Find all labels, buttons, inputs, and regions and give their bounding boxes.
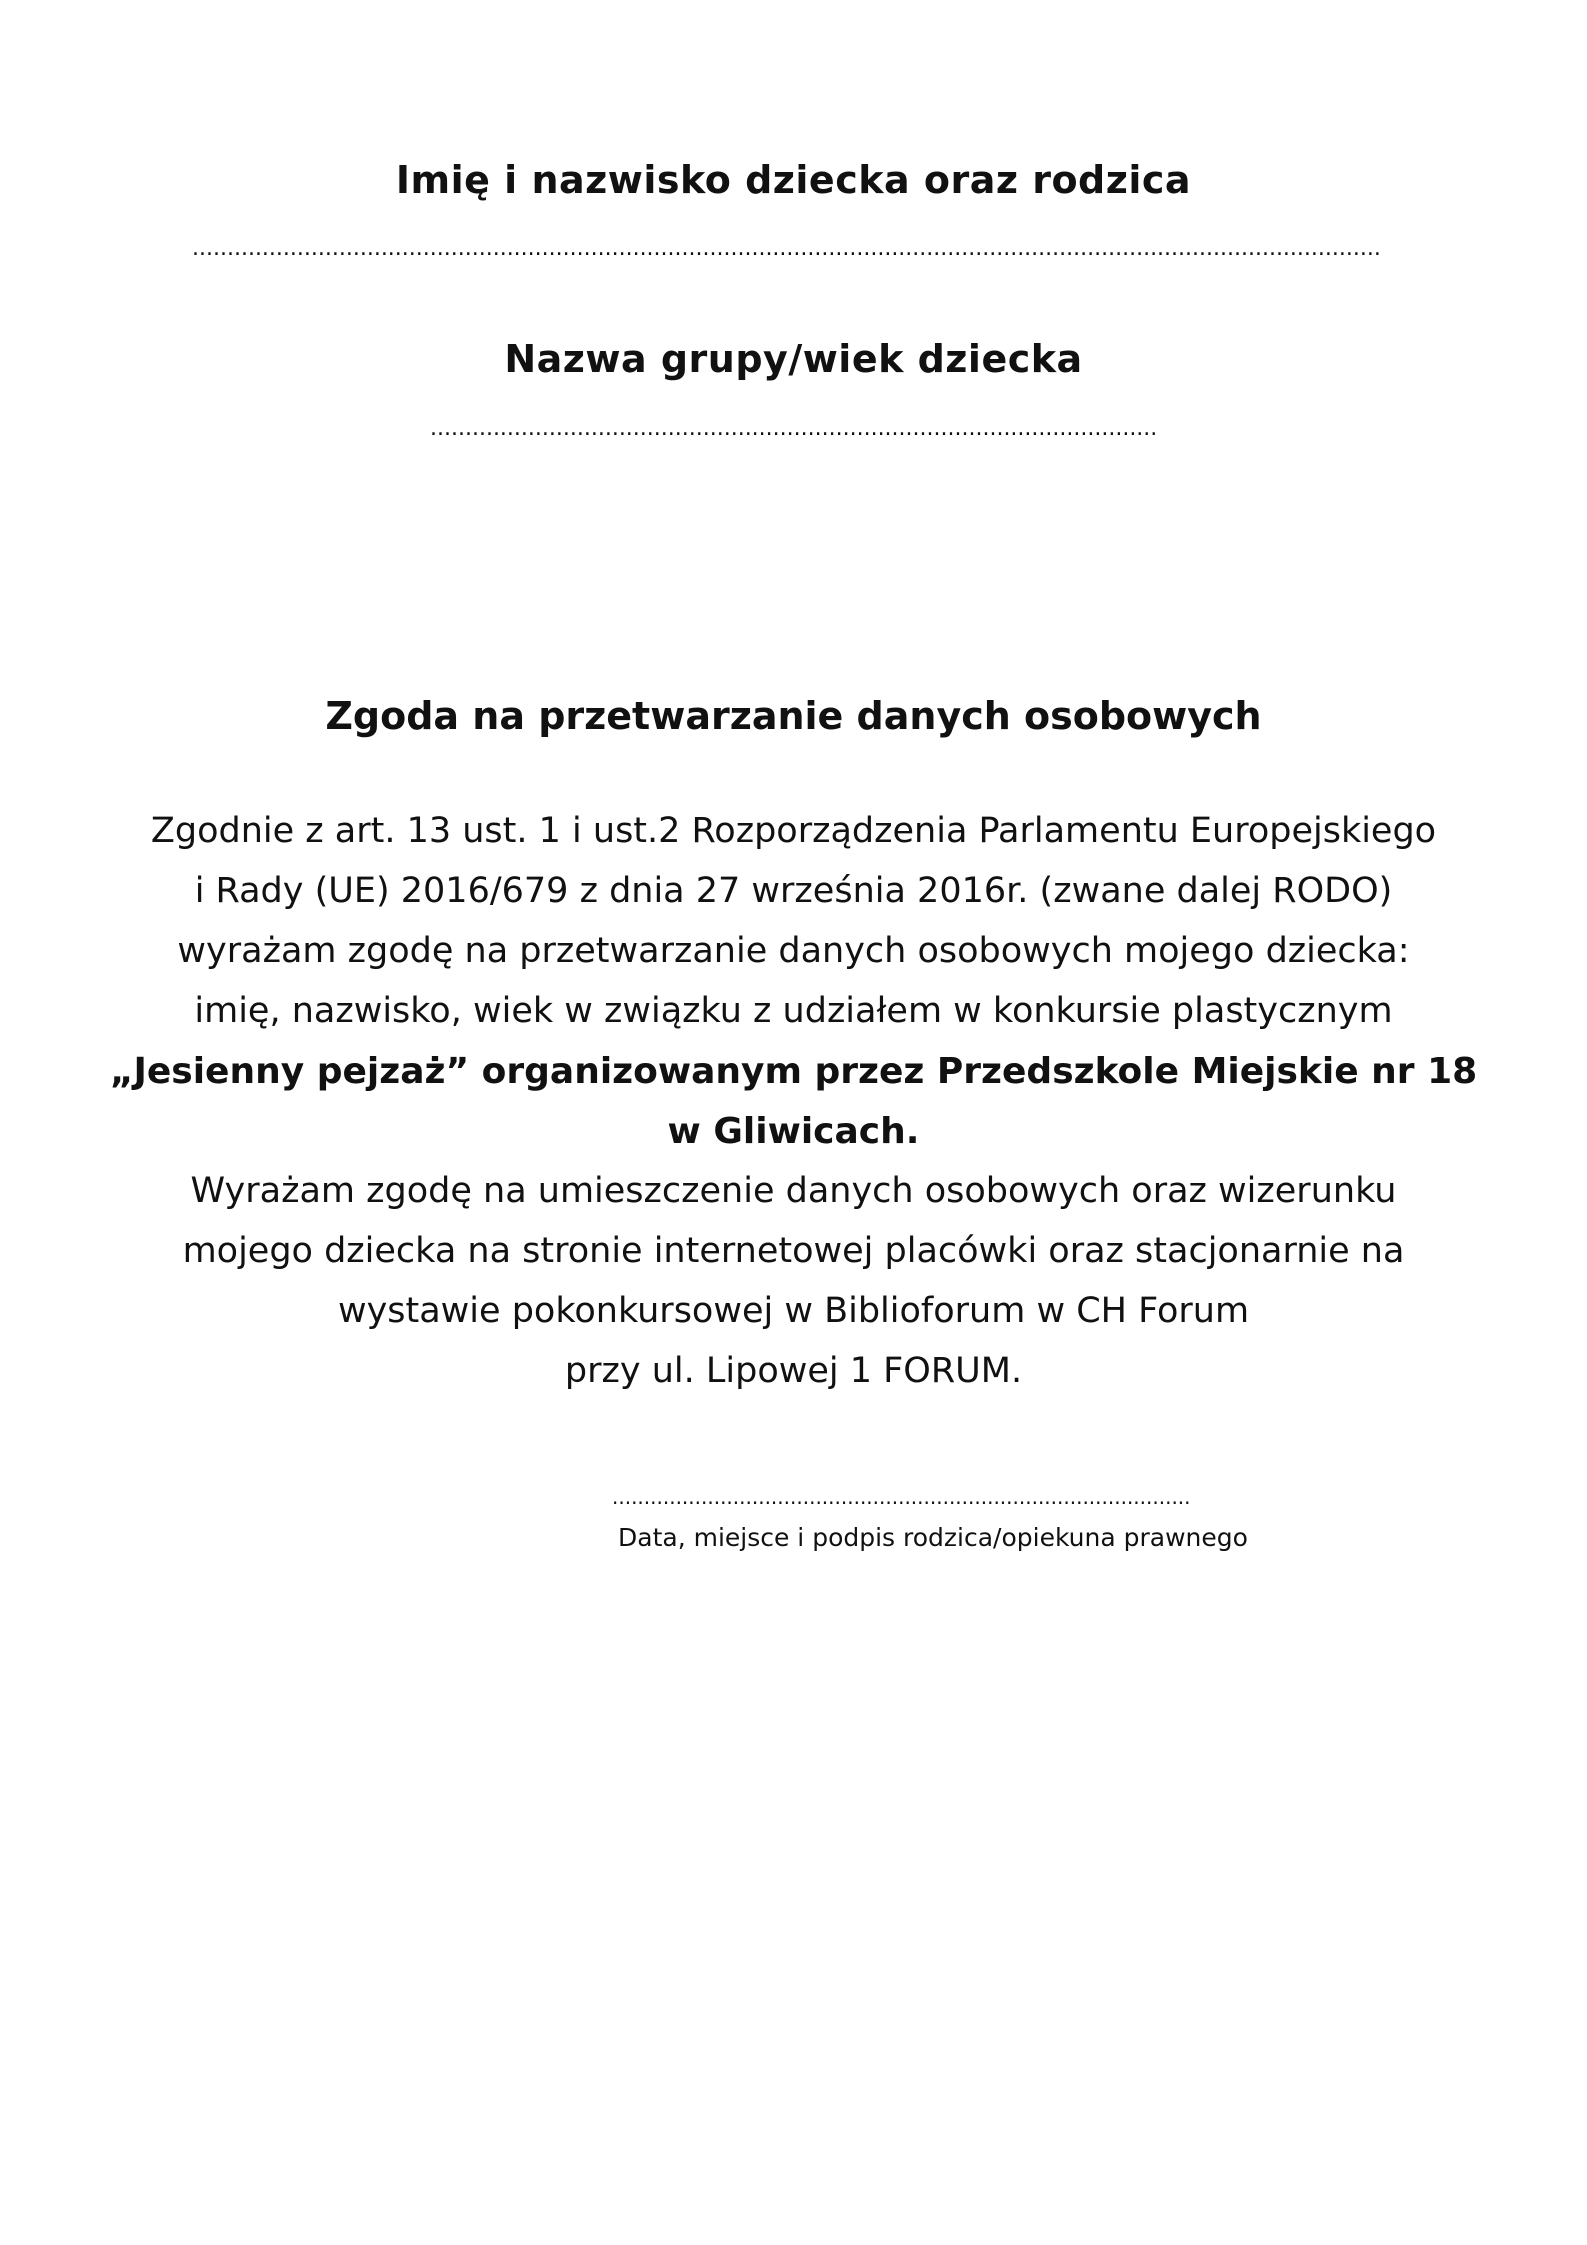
image-consent-line-2: mojego dziecka na stronie internetowej placówki oraz stacjonarnie na [182, 1231, 1405, 1271]
consent-line-2: i Rady (UE) 2016/679 z dnia 27 września 2016r. (zwane dalej RODO) [194, 871, 1393, 911]
signature-line: ........................................................................................... [612, 1487, 1191, 1507]
group-age-line: ........................................................................................................ [430, 418, 1158, 440]
image-consent-line-3: wystawie pokonkursowej w Biblioforum w CH Forum [337, 1291, 1250, 1331]
contest-city-line: w Gliwicach. [667, 1111, 920, 1152]
group-age-label: Nazwa grupy/wiek dziecka [504, 337, 1083, 381]
image-consent-line-4: przy ul. Lipowej 1 FORUM. [564, 1351, 1023, 1391]
signature-caption: Data, miejsce i podpis rodzica/opiekuna prawnego [618, 1523, 1248, 1552]
consent-title: Zgoda na przetwarzanie danych osobowych [325, 694, 1262, 738]
consent-line-4: imię, nazwisko, wiek w związku z udziałem w konkursie plastycznym [194, 991, 1393, 1031]
child-parent-name-label: Imię i nazwisko dziecka oraz rodzica [395, 158, 1192, 202]
consent-line-1: Zgodnie z art. 13 ust. 1 i ust.2 Rozporządzenia Parlamentu Europejskiego [150, 811, 1437, 851]
consent-line-3: wyrażam zgodę na przetwarzanie danych osobowych mojego dziecka: [177, 931, 1410, 971]
child-parent-name-line: .......................................................................................................................................................................... [192, 238, 1381, 260]
image-consent-line-1: Wyrażam zgodę na umieszczenie danych osobowych oraz wizerunku [190, 1171, 1397, 1211]
contest-name-line: „Jesienny pejzaż” organizowanym przez Przedszkole Miejskie nr 18 [109, 1051, 1478, 1092]
